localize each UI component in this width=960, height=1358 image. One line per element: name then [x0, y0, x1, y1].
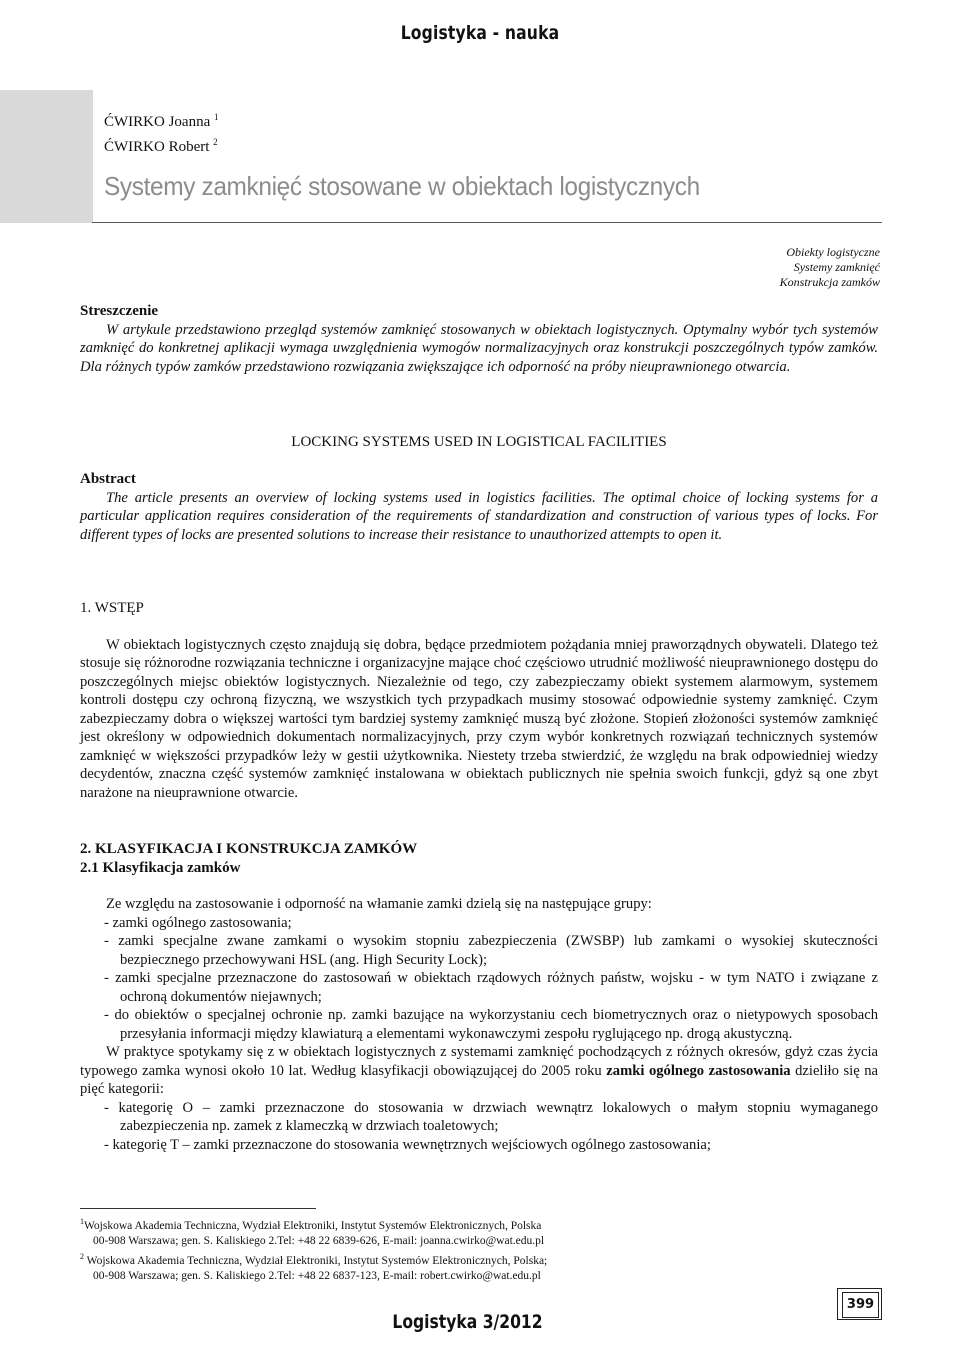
author-2	[104, 132, 218, 157]
list-item: - kategorię O – zamki przeznaczone do stosowania w drzwiach wewnątrz lokalowych o małym stopniu wymaganego zabezpieczenia np. zamek z klameczką w drzwiach toaletowych;	[104, 1099, 878, 1134]
article-title: Systemy zamknięć stosowane w obiektach logistycznych	[104, 171, 700, 201]
list-item: - zamki specjalne przeznaczone do zastosowań w obiektach rządowych różnych państw, wojsku - w tym NATO i związane z ochroną dokumentów niejawnych;	[104, 970, 878, 1005]
author-ref: 2	[213, 137, 218, 147]
paragraph-text: W praktyce spotykamy się z w obiektach logistycznych z systemami zamknięć pochodzących z różnych okresów, gdyż czas życia typowego zamka wynosi około 10 lat. Według klasyfikacji obowiązującej do 2005 roku	[80, 1044, 878, 1079]
english-title: LOCKING SYSTEMS USED IN LOGISTICAL FACILITIES	[291, 434, 667, 450]
footnote-divider	[80, 1208, 316, 1209]
footnotes	[80, 1214, 547, 1284]
section-1-heading: 1. WSTĘP	[80, 600, 144, 616]
section-2-1-heading: 2.1 Klasyfikacja zamków	[80, 859, 241, 876]
abstract-text: The article presents an overview of locking systems used in logistics facilities. The optimal choice of locking systems for a particular application requires consideration of the requirements of standardization and construction of various types of locks. For different types of locks are presented solutions to increase their resistance to unauthorized attempts to open it.	[80, 489, 878, 543]
list-item: - zamki ogólnego zastosowania;	[104, 914, 292, 931]
list-item: - kategorię T – zamki przeznaczone do stosowania wewnętrznych wejściowych ogólnego zastosowania;	[104, 1136, 711, 1153]
streszczenie-text: W artykule przedstawiono przegląd systemów zamknięć stosowanych w obiektach logistycznych. Optymalny wybór tych systemów zamknięć do konkretnej aplikacji wymaga uwzględnienia wymogów normalizacyjnych oraz konstrukcji poszczególnych typów zamków. Dla różnych typów zamków przedstawiono rozwiązania zwiększające ich odporność na próby nieuprawnionego otwarcia.	[80, 321, 878, 375]
title-divider	[92, 222, 882, 223]
streszczenie-section	[80, 302, 878, 376]
footnote-text: Wojskowa Akademia Techniczna, Wydział Elektroniki, Instytut Systemów Elektronicznych, Polska;	[86, 1254, 548, 1267]
keyword: Konstrukcja zamków	[779, 275, 880, 289]
keywords	[780, 245, 880, 290]
footnote-2	[80, 1249, 547, 1269]
footnote-text: Wojskowa Akademia Techniczna, Wydział Elektroniki, Instytut Systemów Elektronicznych, Polska	[84, 1219, 542, 1232]
categories-list	[80, 1099, 878, 1155]
abstract-heading: Abstract	[80, 471, 136, 487]
footnote-ref: 1	[80, 1217, 84, 1226]
section-2-heading: 2. KLASYFIKACJA I KONSTRUKCJA ZAMKÓW	[80, 841, 418, 857]
section-1-text: W obiektach logistycznych często znajdują się dobra, będące przedmiotem pożądania mniej praworządnych obywateli. Dlatego też stosuje się różnorodne rozwiązania techniczne i organizacyjne mające choć częściowo utrudnić możliwość nieuprawnionego dostępu do poszczególnych miejsc obiektów logistycznych. Niezależnie od tego, czy zabezpieczamy obiekt systemem alarmowym, systemem kontroli dostępu czy ochroną fizyczną, we wszystkich tych przypadkach musimy stosować odpowiednie systemy zamknięć. Czym zabezpieczamy dobra o większej wartości tym bardziej systemy zamknięć muszą być złożone. Stopień złożoności systemów zamknięć jest określony w odpowiednich dokumentach normalizacyjnych, przy czym wybór konkretnych rozwiązań technicznych systemów zamknięć w większości przypadków leży w gestii użytkownika. Niestety trzeba stwierdzić, że względu na brak odpowiedniej wiedzy decydentów, znaczna część systemów zamknięć instalowana w obiektach publicznych nie spełnia swoich funkcji, gdyż są one zbyt narażone na nieuprawnione otwarcie.	[80, 636, 878, 801]
page-number: 399	[842, 1292, 879, 1318]
journal-header: Logistyka - nauka	[400, 22, 560, 44]
streszczenie-heading: Streszczenie	[80, 303, 159, 319]
footnote-text: 00-908 Warszawa; gen. S. Kaliskiego 2.Tel: +48 22 6837-123, E-mail: robert.cwirko@wat.edu.pl	[93, 1269, 541, 1282]
list-item: - zamki specjalne zwane zamkami o wysokim stopniu zabezpieczenia (ZWSBP) lub zamkami o wysokiej skuteczności bezpiecznego przechowywani HSL (ang. High Security Lock);	[104, 933, 878, 968]
section-2-intro: Ze względu na zastosowanie i odporność na włamanie zamki dzielą się na następujące grupy:	[106, 896, 652, 912]
footnote-text: 00-908 Warszawa; gen. S. Kaliskiego 2.Tel: +48 22 6839-626, E-mail: joanna.cwirko@wat.edu.pl	[93, 1234, 545, 1247]
journal-footer: Logistyka 3/2012	[392, 1311, 543, 1333]
keyword: Obiekty logistyczne	[786, 245, 880, 259]
list-item: - do obiektów o specjalnej ochronie np. zamki bazujące na wykorzystaniu cech biometrycznych oraz o nietypowych sposobach przesyłania informacji między klawiaturą a elementami wykonawczymi zespołu ryglującego np. drogą akustyczną.	[104, 1007, 878, 1042]
author-name: ĆWIRKO Robert	[104, 139, 210, 155]
paragraph-bold-text: zamki ogólnego zastosowania	[606, 1062, 791, 1079]
section-2-paragraph	[80, 1043, 878, 1099]
section-2	[80, 840, 878, 1154]
section-1	[80, 599, 878, 802]
abstract-section	[80, 470, 878, 544]
footnote-ref: 2	[80, 1251, 84, 1261]
decorative-gray-block	[0, 90, 93, 223]
lock-groups-list	[80, 914, 878, 1044]
author-ref: 1	[213, 112, 219, 122]
footnote-1	[80, 1214, 547, 1234]
author-1	[104, 107, 218, 132]
author-list	[104, 107, 218, 157]
keyword: Systemy zamknięć	[793, 260, 880, 274]
paragraph-text: dzieliło się na pięć kategorii:	[80, 1062, 879, 1097]
author-name: ĆWIRKO Joanna	[104, 114, 211, 130]
